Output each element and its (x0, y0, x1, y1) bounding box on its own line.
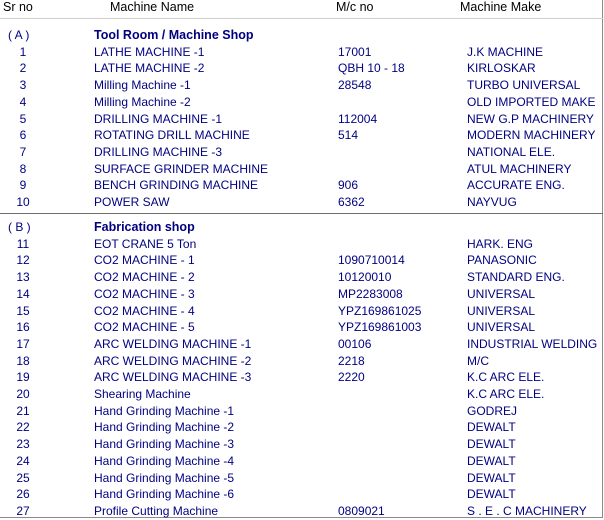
cell-sr-no: 8 (19, 161, 27, 176)
header-sr-no: Sr no (3, 0, 33, 14)
cell-machine-make: PANASONIC (467, 253, 537, 268)
cell-sr-no: 19 (16, 370, 30, 385)
table-row (0, 161, 604, 178)
cell-machine-name: Profile Cutting Machine (94, 503, 219, 518)
table-row (0, 436, 604, 453)
cell-machine-make: K.C ARC ELE. (467, 370, 545, 385)
table-row (0, 303, 604, 320)
table-row (0, 127, 604, 144)
cell-machine-name: SURFACE GRINDER MACHINE (94, 161, 269, 176)
cell-machine-name: ARC WELDING MACHINE -3 (94, 370, 252, 385)
cell-sr-no: 20 (16, 387, 30, 401)
cell-machine-make: ACCURATE ENG. (467, 178, 565, 193)
cell-machine-name: Milling Machine -2 (94, 94, 191, 109)
table-row (0, 60, 604, 77)
cell-machine-name: Shearing Machine (94, 387, 191, 401)
section-heading (0, 219, 604, 236)
header-divider (0, 18, 603, 19)
cell-machine-name: POWER SAW (94, 195, 170, 209)
cell-machine-make: UNIVERSAL (467, 303, 536, 318)
cell-sr-no: 22 (16, 420, 30, 435)
cell-mc-no: 10120010 (338, 270, 392, 285)
cell-machine-name: ARC WELDING MACHINE -2 (94, 353, 252, 368)
cell-machine-make: K.C ARC ELE. (467, 387, 545, 401)
cell-machine-name: CO2 MACHINE - 3 (94, 286, 195, 301)
cell-machine-make: STANDARD ENG. (467, 270, 565, 285)
cell-machine-name: DRILLING MACHINE -3 (94, 144, 223, 159)
table-row (0, 470, 604, 487)
table-row (0, 319, 604, 336)
cell-machine-name: Hand Grinding Machine -6 (94, 487, 235, 502)
table-row (0, 419, 604, 436)
cell-machine-make: S . E . C MACHINERY (467, 503, 587, 518)
table-row (0, 77, 604, 94)
cell-machine-make: DEWALT (467, 487, 516, 502)
cell-sr-no: 1 (19, 44, 27, 59)
cell-machine-name: BENCH GRINDING MACHINE (94, 178, 259, 193)
cell-sr-no: 14 (16, 286, 30, 301)
cell-sr-no: 25 (16, 470, 30, 485)
cell-sr-no: 24 (16, 453, 30, 468)
cell-sr-no: 12 (16, 253, 30, 268)
table-row (0, 252, 604, 269)
cell-sr-no: 15 (16, 303, 30, 318)
cell-machine-make: DEWALT (467, 437, 516, 452)
cell-machine-name: Milling Machine -1 (94, 78, 191, 93)
cell-sr-no: 9 (19, 178, 27, 193)
table-row (0, 94, 604, 111)
cell-machine-name: DRILLING MACHINE -1 (94, 111, 223, 126)
cell-sr-no: 2 (19, 61, 27, 76)
cell-machine-make: TURBO UNIVERSAL (467, 78, 581, 93)
cell-mc-no: 2218 (338, 353, 365, 368)
cell-machine-name: LATHE MACHINE -1 (94, 44, 205, 59)
cell-sr-no: 21 (16, 403, 30, 418)
cell-mc-no: 1090710014 (338, 253, 405, 268)
table-row (0, 286, 604, 303)
header-machine-name: Machine Name (110, 0, 195, 14)
header-machine-make: Machine Make (460, 0, 542, 14)
cell-mc-no: 2220 (338, 370, 365, 385)
section-heading (0, 27, 604, 44)
cell-sr-no: 17 (16, 336, 30, 351)
table-row (0, 194, 604, 211)
cell-machine-make: GODREJ (467, 403, 518, 418)
table-row (0, 111, 604, 128)
cell-machine-make: KIRLOSKAR (467, 61, 536, 76)
cell-machine-name: Hand Grinding Machine -5 (94, 470, 235, 485)
cell-machine-make: INDUSTRIAL WELDING (467, 336, 598, 351)
column-header-row (0, 0, 604, 18)
cell-machine-name: ARC WELDING MACHINE -1 (94, 336, 252, 351)
table-row (0, 269, 604, 286)
cell-sr-no: 3 (19, 78, 27, 93)
cell-machine-name: Hand Grinding Machine -1 (94, 403, 235, 418)
cell-mc-no: 112004 (338, 111, 378, 126)
cell-machine-name: ROTATING DRILL MACHINE (94, 128, 250, 143)
cell-machine-make: MODERN MACHINERY (467, 128, 596, 143)
section-label: ( B ) (8, 220, 31, 234)
cell-machine-name: CO2 MACHINE - 4 (94, 303, 195, 318)
header-mc-no: M/c no (336, 0, 374, 14)
table-row (0, 369, 604, 386)
cell-mc-no: 00106 (338, 336, 372, 351)
cell-machine-name: LATHE MACHINE -2 (94, 61, 205, 76)
cell-sr-no: 18 (16, 353, 30, 368)
cell-mc-no: 906 (338, 178, 359, 193)
cell-sr-no: 7 (19, 144, 27, 159)
cell-sr-no: 13 (16, 270, 30, 285)
cell-sr-no: 4 (19, 94, 27, 109)
cell-mc-no: 17001 (338, 44, 372, 59)
cell-sr-no: 26 (16, 487, 30, 502)
table-row (0, 403, 604, 420)
table-row (0, 386, 604, 403)
section-title: Tool Room / Machine Shop (94, 28, 254, 42)
cell-mc-no: 514 (338, 128, 359, 143)
cell-machine-make: OLD IMPORTED MAKE (467, 94, 596, 109)
cell-machine-make: M/C (467, 353, 489, 368)
cell-machine-name: Hand Grinding Machine -4 (94, 453, 235, 468)
cell-mc-no: 6362 (338, 195, 365, 209)
section-title: Fabrication shop (94, 220, 195, 234)
cell-sr-no: 27 (16, 503, 30, 518)
cell-machine-name: CO2 MACHINE - 2 (94, 270, 195, 285)
cell-machine-make: NAYVUG (467, 195, 517, 209)
cell-machine-make: NEW G.P MACHINERY (467, 111, 594, 126)
cell-machine-make: NATIONAL ELE. (467, 144, 556, 159)
table-row (0, 144, 604, 161)
cell-mc-no: YPZ169861003 (338, 320, 422, 335)
cell-mc-no: QBH 10 - 18 (338, 61, 405, 76)
section-label: ( A ) (8, 28, 30, 42)
table-row (0, 486, 604, 503)
cell-mc-no: YPZ169861025 (338, 303, 422, 318)
cell-machine-make: DEWALT (467, 453, 516, 468)
cell-machine-make: UNIVERSAL (467, 286, 536, 301)
cell-sr-no: 11 (16, 236, 30, 251)
cell-machine-make: DEWALT (467, 420, 516, 435)
cell-sr-no: 5 (19, 111, 27, 126)
table-row (0, 236, 604, 253)
cell-machine-make: DEWALT (467, 470, 516, 485)
cell-machine-name: CO2 MACHINE - 1 (94, 253, 195, 268)
cell-mc-no: MP2283008 (338, 286, 403, 301)
cell-sr-no: 23 (16, 437, 30, 452)
table-row (0, 44, 604, 61)
table-row (0, 453, 604, 470)
cell-machine-make: HARK. ENG (467, 236, 534, 251)
section-divider (0, 213, 603, 214)
cell-mc-no: 0809021 (338, 503, 385, 518)
cell-machine-make: J.K MACHINE (467, 44, 544, 59)
table-row (0, 336, 604, 353)
table-row (0, 177, 604, 194)
cell-machine-name: Hand Grinding Machine -2 (94, 420, 235, 435)
cell-mc-no: 28548 (338, 78, 372, 93)
cell-sr-no: 6 (19, 128, 27, 143)
cell-sr-no: 10 (16, 195, 30, 209)
cell-machine-make: ATUL MACHINERY (467, 161, 572, 176)
table-row (0, 503, 604, 520)
table-row (0, 353, 604, 370)
cell-machine-name: CO2 MACHINE - 5 (94, 320, 195, 335)
cell-machine-name: EOT CRANE 5 Ton (94, 236, 197, 251)
cell-machine-make: UNIVERSAL (467, 320, 536, 335)
cell-machine-name: Hand Grinding Machine -3 (94, 437, 235, 452)
cell-sr-no: 16 (16, 320, 30, 335)
